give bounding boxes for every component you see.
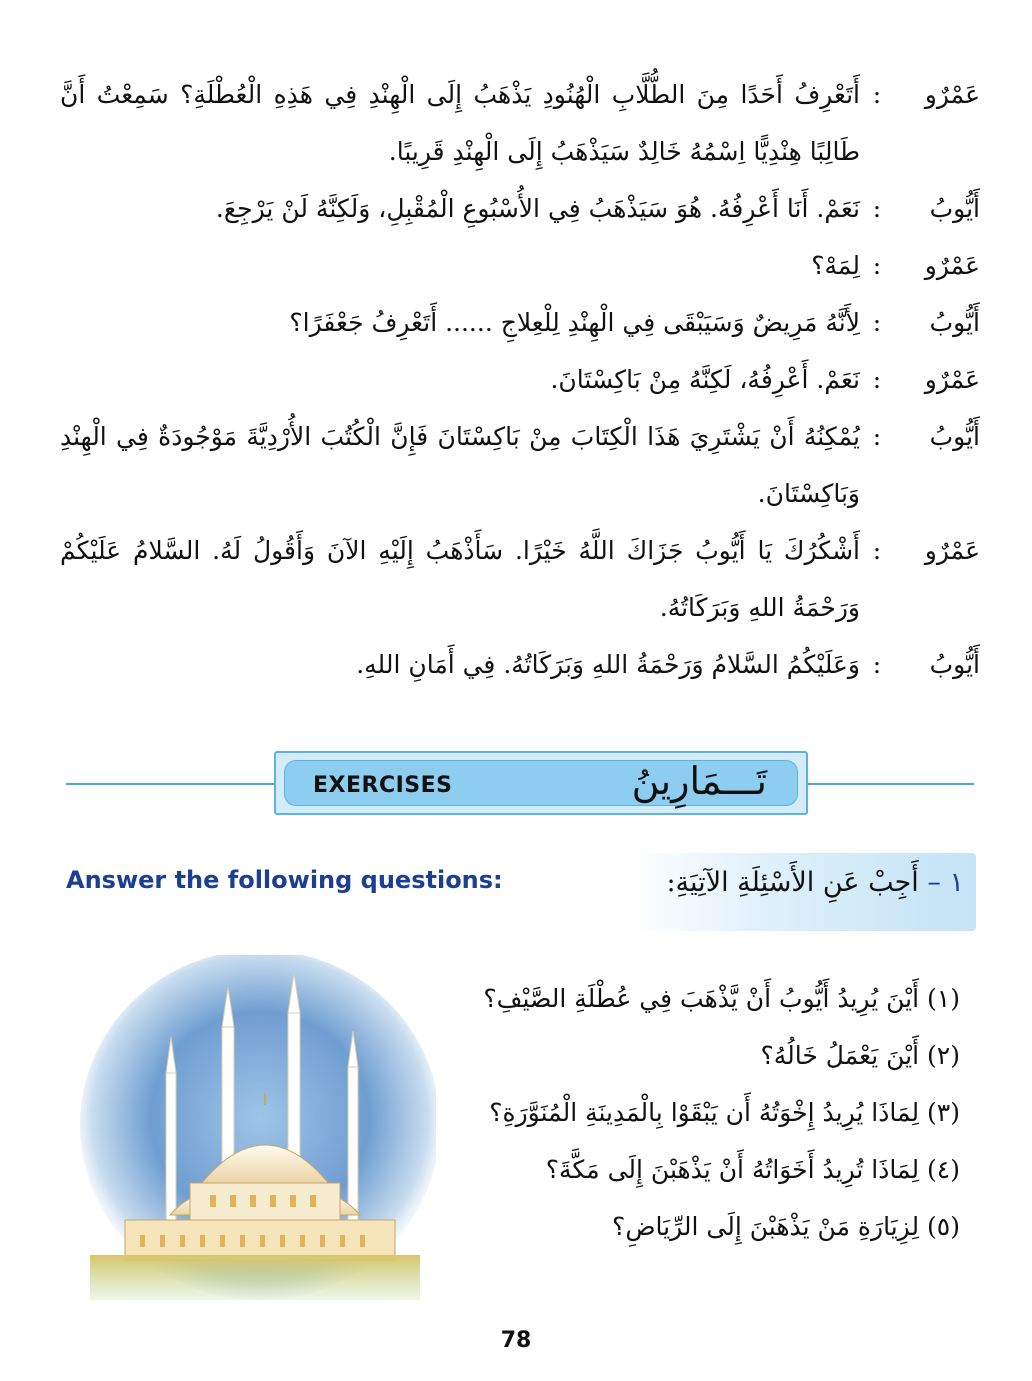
speaker-name: أَيُّوبُ [929,650,980,679]
questions-instruction: Answer the following questions: [66,866,503,894]
questions-heading [630,853,976,931]
dialogue-line [60,237,980,294]
speaker-name: أَيُّوبُ [929,422,980,451]
colon-separator: : [872,365,882,394]
dialogue-line [60,351,980,408]
speaker-name: عَمْرٌو [924,365,980,394]
question-number: (٥) [927,1212,960,1241]
colon-separator: : [872,251,882,280]
page-number: 78 [500,1328,532,1353]
question-text: لِمَاذَا تُرِيدُ أَخَوَاتُهُ أَنْ يَذْهَبْنَ إِلَى مَكَّةَ؟ [545,1155,920,1184]
questions-heading-label: أَجِبْ عَنِ الأَسْئِلَةِ الآتِيَةِ: [666,867,919,898]
question-number: (٣) [927,1098,960,1127]
speaker-name: عَمْرٌو [924,80,980,109]
dialogue-text: نَعَمْ. أَعْرِفُهُ، لَكِنَّهُ مِنْ بَاكِسْتَانَ. [550,365,860,394]
dialogue-line [60,408,980,522]
question-text: أَيْنَ يَعْمَلُ خَالُهُ؟ [760,1041,920,1070]
colon-separator: : [872,80,882,109]
dialogue-line [60,522,980,636]
question-item [480,1141,960,1198]
dialogue-text: يُمْكِنُهُ أَنْ يَشْتَرِيَ هَذَا الْكِتَابَ مِنْ بَاكِسْتَانَ فَإِنَّ الْكُتُبَ الأُرْدِيَّةَ مَوْجُودَةٌ فِي الْهِنْدِ وَبَاكِسْتَانَ. [60,422,860,508]
dialogue-line [60,180,980,237]
questions-list [480,970,960,1255]
question-item [480,1084,960,1141]
question-number: (٢) [927,1041,960,1070]
dialogue-line [60,66,980,180]
colon-separator: : [872,422,882,451]
dialogue-text: أَشْكُرُكَ يَا أَيُّوبُ جَزَاكَ اللَّهُ خَيْرًا. سَأَذْهَبُ إِلَيْهِ الآنَ وَأَقُولُ لَهُ. السَّلامُ عَلَيْكُمْ وَرَحْمَةُ اللهِ وَبَرَكَاتُهُ. [60,536,860,622]
mosque-illustration [70,955,436,1310]
exercises-banner-inner [284,760,798,806]
dialogue-text: لِأَنَّهُ مَرِيضٌ وَسَيَبْقَى فِي الْهِنْدِ لِلْعِلاجِ ...... أَتَعْرِفُ جَعْفَرًا؟ [289,308,860,337]
question-text: لِزِيَارَةِ مَنْ يَذْهَبْنَ إِلَى الرِّيَاضِ؟ [612,1212,920,1241]
dialogue-text: وَعَلَيْكُمُ السَّلامُ وَرَحْمَةُ اللهِ وَبَرَكَاتُهُ. فِي أَمَانِ اللهِ. [356,650,860,679]
speaker-name: عَمْرٌو [924,536,980,565]
question-number: (٤) [927,1155,960,1184]
exercises-label: EXERCISES [313,773,453,798]
ground [90,1255,420,1300]
question-text: أَيْنَ يُرِيدُ أَيُّوبُ أَنْ يَّذْهَبَ فِي عُطْلَةِ الصَّيْفِ؟ [483,984,920,1013]
question-text: لِمَاذَا يُرِيدُ إِخْوَتُهُ أَن يَبْقَوْا بِالْمَدِينَةِ الْمُنَوَّرَةِ؟ [489,1098,920,1127]
colon-separator: : [872,194,882,223]
speaker-name: أَيُّوبُ [929,308,980,337]
questions-heading-text [666,867,964,898]
speaker-name: أَيُّوبُ [929,194,980,223]
dialogue-text: لِمَهْ؟ [811,251,860,280]
question-item [480,1027,960,1084]
dialogue-text: أَتَعْرِفُ أَحَدًا مِنَ الطُّلَّابِ الْهُنُودِ يَذْهَبُ إِلَى الْهِنْدِ فِي هَذِهِ الْعُطْلَةِ؟ سَمِعْتُ أَنَّ طَالِبًا هِنْدِيًّا اِسْمُهُ خَالِدٌ سَيَذْهَبُ إِلَى الْهِنْدِ قَرِيبًا. [60,80,860,166]
dialogue-line [60,636,980,693]
dialogue [60,66,980,693]
exercises-arabic-label: تَـــمَارِينُ [631,759,767,803]
colon-separator: : [872,308,882,337]
question-item [480,1198,960,1255]
colon-separator: : [872,536,882,565]
questions-heading-number: ١ – [927,867,964,898]
exercises-banner [274,751,808,815]
dialogue-text: نَعَمْ. أَنَا أَعْرِفُهُ. هُوَ سَيَذْهَبُ فِي الأُسْبُوعِ الْمُقْبِلِ، وَلَكِنَّهُ لَنْ يَرْجِعَ. [215,194,860,223]
question-item [480,970,960,1027]
question-number: (١) [927,984,960,1013]
dialogue-line [60,294,980,351]
colon-separator: : [872,650,882,679]
exercises-divider-left [66,783,274,785]
speaker-name: عَمْرٌو [924,251,980,280]
exercises-divider-right [808,783,974,785]
